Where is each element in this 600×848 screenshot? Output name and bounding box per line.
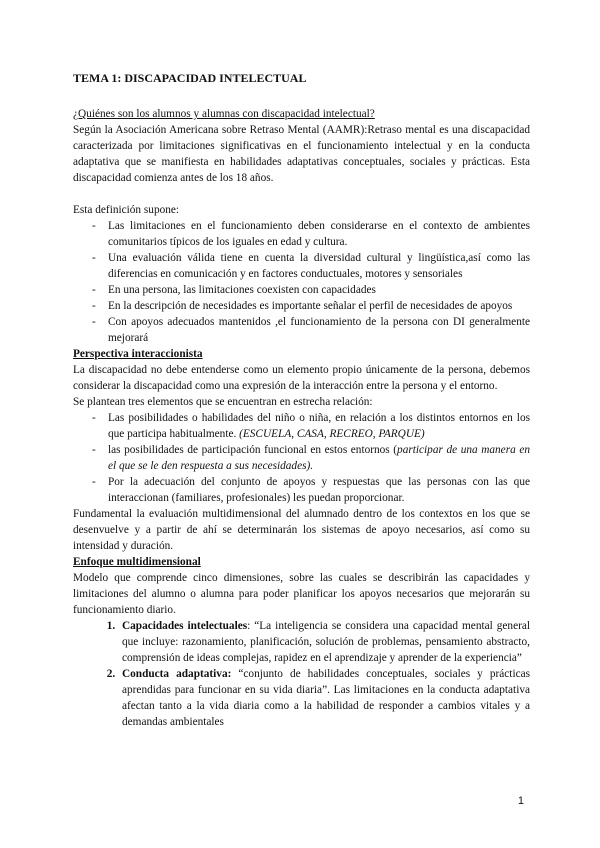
interaccionista-closing: Fundamental la evaluación multidimensional del alumnado dentro de los contextos en los que se desenvuelve y a partir de ahí se determinarán los sistemas de apoyo necesarios, así como su intensidad y duración. [73, 508, 530, 552]
interaccionista-list [73, 410, 530, 506]
intro-paragraph: Según la Asociación Americana sobre Retraso Mental (AAMR):Retraso mental es una discapacidad caracterizada por limitaciones significativas en el funcionamiento intelectual y en la conducta adaptativa que se manifiesta en habilidades adaptativas conceptuales, sociales y prácticas. Esta discapacidad comienza antes de los 18 años. [73, 124, 530, 184]
page-number: 1 [517, 795, 524, 807]
list-item: - Por la adecuación del conjunto de apoyos y respuestas que las personas con las que interaccionan (familiares, profesionales) les puedan proporcionar. [92, 474, 530, 506]
list-item: - Una evaluación válida tiene en cuenta la diversidad cultural y lingüística,así como las diferencias en comunicación y en factores conductuales, motores y sensoriales [92, 250, 530, 282]
list-item: - En la descripción de necesidades es importante señalar el perfil de necesidades de apoyos [92, 298, 530, 314]
multidimensional-paragraph: Modelo que comprende cinco dimensiones, sobre las cuales se describirán las capacidades y limitaciones del alumno o alumna para poder planificar los apoyos necesarios que mejorarán su funcionamiento diario. [73, 572, 530, 616]
document-title: TEMA 1: DISCAPACIDAD INTELECTUAL [73, 71, 307, 85]
document-page [73, 70, 530, 730]
list-item: - Con apoyos adecuados mantenidos ,el funcionamiento de la persona con DI generalmente mejorará [92, 314, 530, 346]
question-heading: ¿Quiénes son los alumnos y alumnas con discapacidad intelectual? [73, 108, 375, 120]
interaccionista-lead: Se plantean tres elementos que se encuentran en estrecha relación: [73, 396, 373, 408]
list-item: 1. Capacidades intelectuales: “La inteligencia se considera una capacidad mental general que incluye: razonamiento, planificación, solución de problemas, pensamiento abstracto, comprensión de ideas complejas, rapidez en el aprendizaje y aprender de la experiencia” [118, 618, 530, 666]
definition-list [73, 218, 530, 346]
interaccionista-paragraph: La discapacidad no debe entenderse como un elemento propio únicamente de la persona, debemos considerar la discapacidad como una expresión de la interacción entre la persona y el entorno. [73, 364, 530, 392]
list-item: - Las posibilidades o habilidades del niño o niña, en relación a los distintos entornos en los que participa habitualmente. (ESCUELA, CASA, RECREO, PARQUE) [92, 410, 530, 442]
list-item: 2. Conducta adaptativa: “conjunto de habilidades conceptuales, sociales y prácticas aprendidas para funcionar en su vida diaria”. Las limitaciones en la conducta adaptativa afectan tanto a la vida diaria como a la habilidad de responder a cambios vitales y a demandas ambientales [118, 666, 530, 730]
section-heading-interaccionista: Perspectiva interaccionista [73, 348, 203, 360]
list-item: - En una persona, las limitaciones coexisten con capacidades [92, 282, 530, 298]
list-item: - las posibilidades de participación funcional en estos entornos (participar de una manera en el que se le den respuesta a sus necesidades). [92, 442, 530, 474]
section-heading-multidimensional: Enfoque multidimensional [73, 556, 201, 568]
list-item: - Las limitaciones en el funcionamiento deben considerarse en el contexto de ambientes comunitarios típicos de los iguales en edad y cultura. [92, 218, 530, 250]
definition-lead: Esta definición supone: [73, 204, 180, 216]
dimensions-list [73, 618, 530, 730]
